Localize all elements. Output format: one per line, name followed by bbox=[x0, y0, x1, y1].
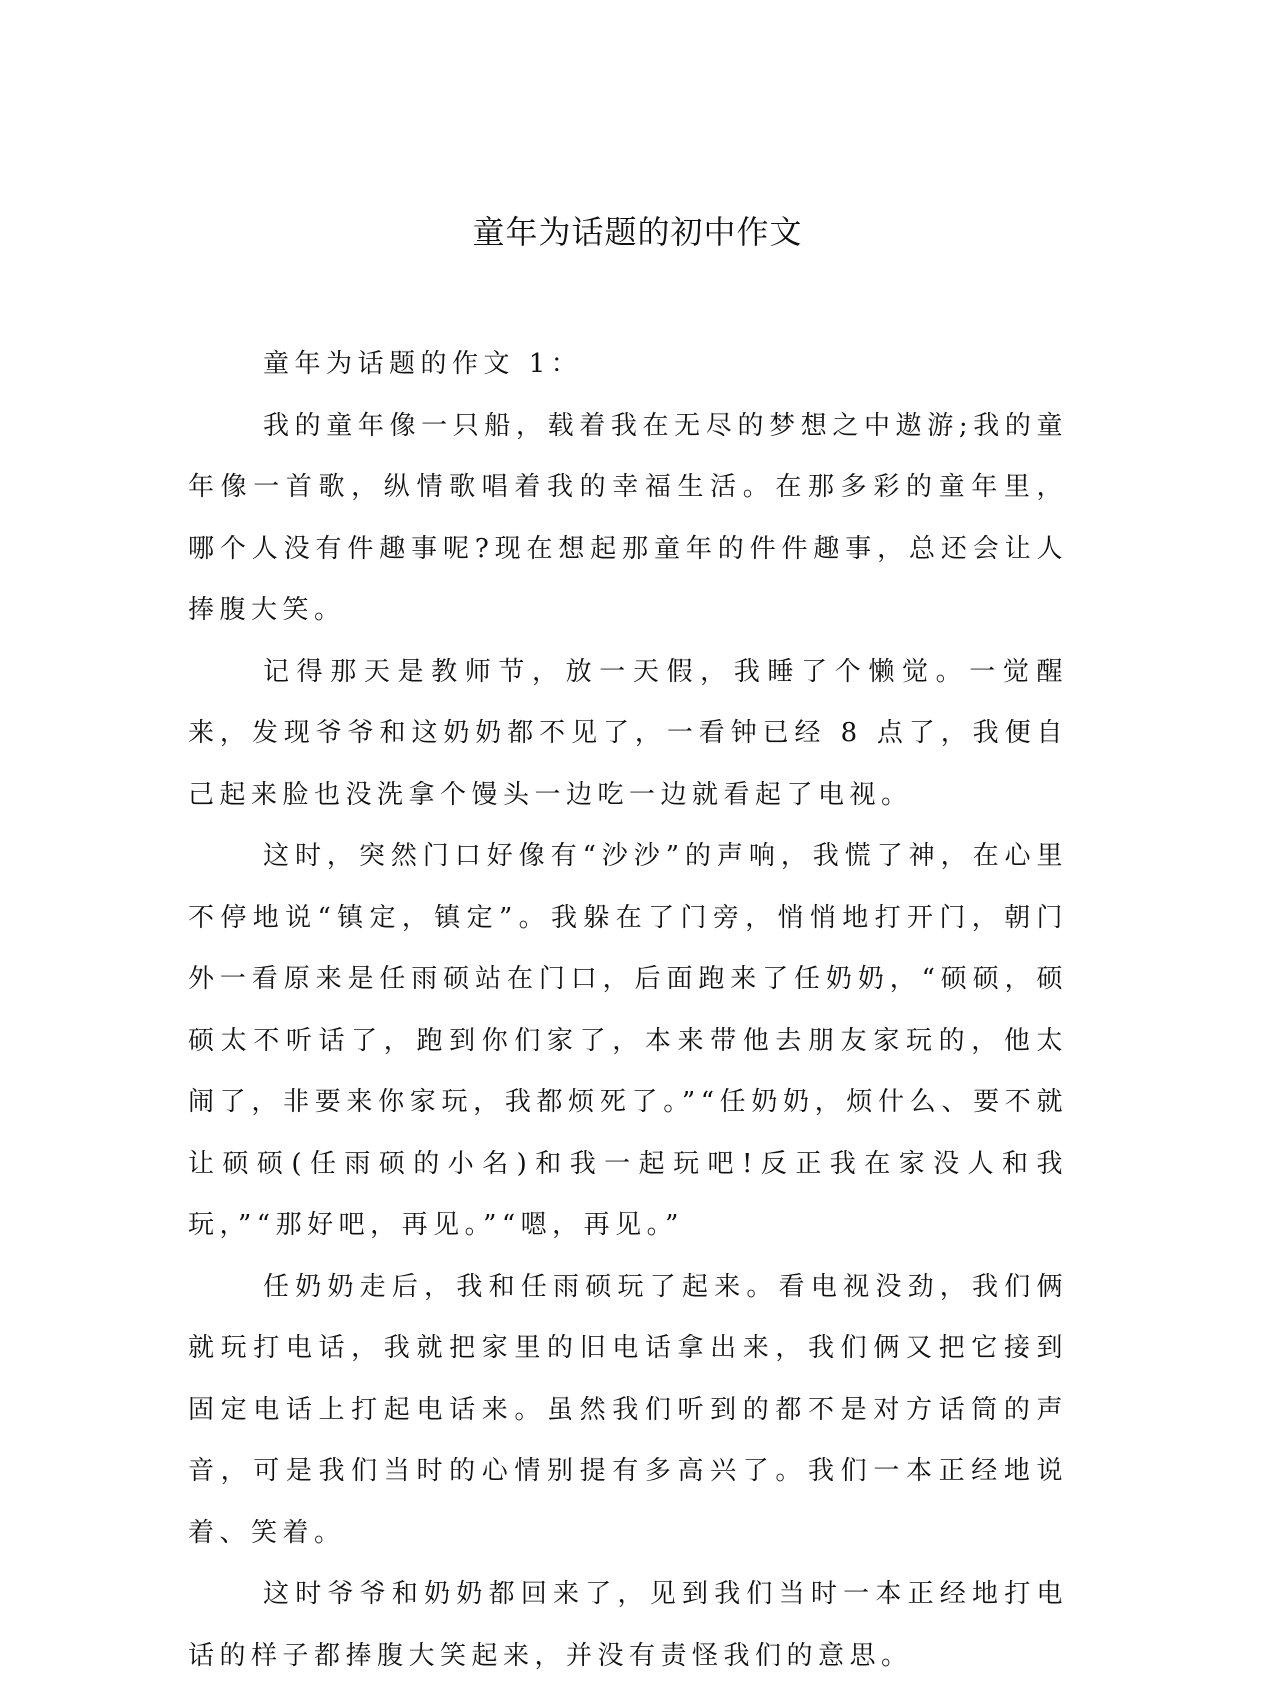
paragraph: 这时，突然门口好像有“沙沙”的声响，我慌了神，在心里不停地说“镇定，镇定”。我躲在了门旁，悄悄地打开门，朝门外一看原来是任雨硕站在门口，后面跑来了任奶奶，“硕硕，硕硕太不听话了，跑到你们家了，本来带他去朋友家玩的，他太闹了，非要来你家玩，我都烦死了。”“任奶奶，烦什么、要不就让硕硕(任雨硕的小名)和我一起玩吧!反正我在家没人和我玩，”“那好吧，再见。”“嗯，再见。” bbox=[188, 841, 1068, 1240]
essay-subtitle: 童年为话题的作文 1： bbox=[263, 349, 583, 379]
document-body bbox=[188, 334, 1068, 1687]
document-title: 童年为话题的初中作文 bbox=[472, 213, 803, 251]
paragraph: 这时爷爷和奶奶都回来了，见到我们当时一本正经地打电话的样子都捧腹大笑起来，并没有责怪我们的意思。 bbox=[188, 1579, 1068, 1671]
paragraph: 我的童年像一只船，载着我在无尽的梦想之中遨游;我的童年像一首歌，纵情歌唱着我的幸福生活。在那多彩的童年里，哪个人没有件趣事呢?现在想起那童年的件件趣事，总还会让人捧腹大笑。 bbox=[188, 410, 1068, 625]
paragraph: 记得那天是教师节，放一天假，我睡了个懒觉。一觉醒来，发现爷爷和这奶奶都不见了，一看钟已经 8 点了，我便自己起来脸也没洗拿个馒头一边吃一边就看起了电视。 bbox=[188, 656, 1068, 810]
paragraph: 任奶奶走后，我和任雨硕玩了起来。看电视没劲，我们俩就玩打电话，我就把家里的旧电话拿出来，我们俩又把它接到固定电话上打起电话来。虽然我们听到的都不是对方话筒的声音，可是我们当时的心情别提有多高兴了。我们一本正经地说着、笑着。 bbox=[188, 1271, 1068, 1548]
